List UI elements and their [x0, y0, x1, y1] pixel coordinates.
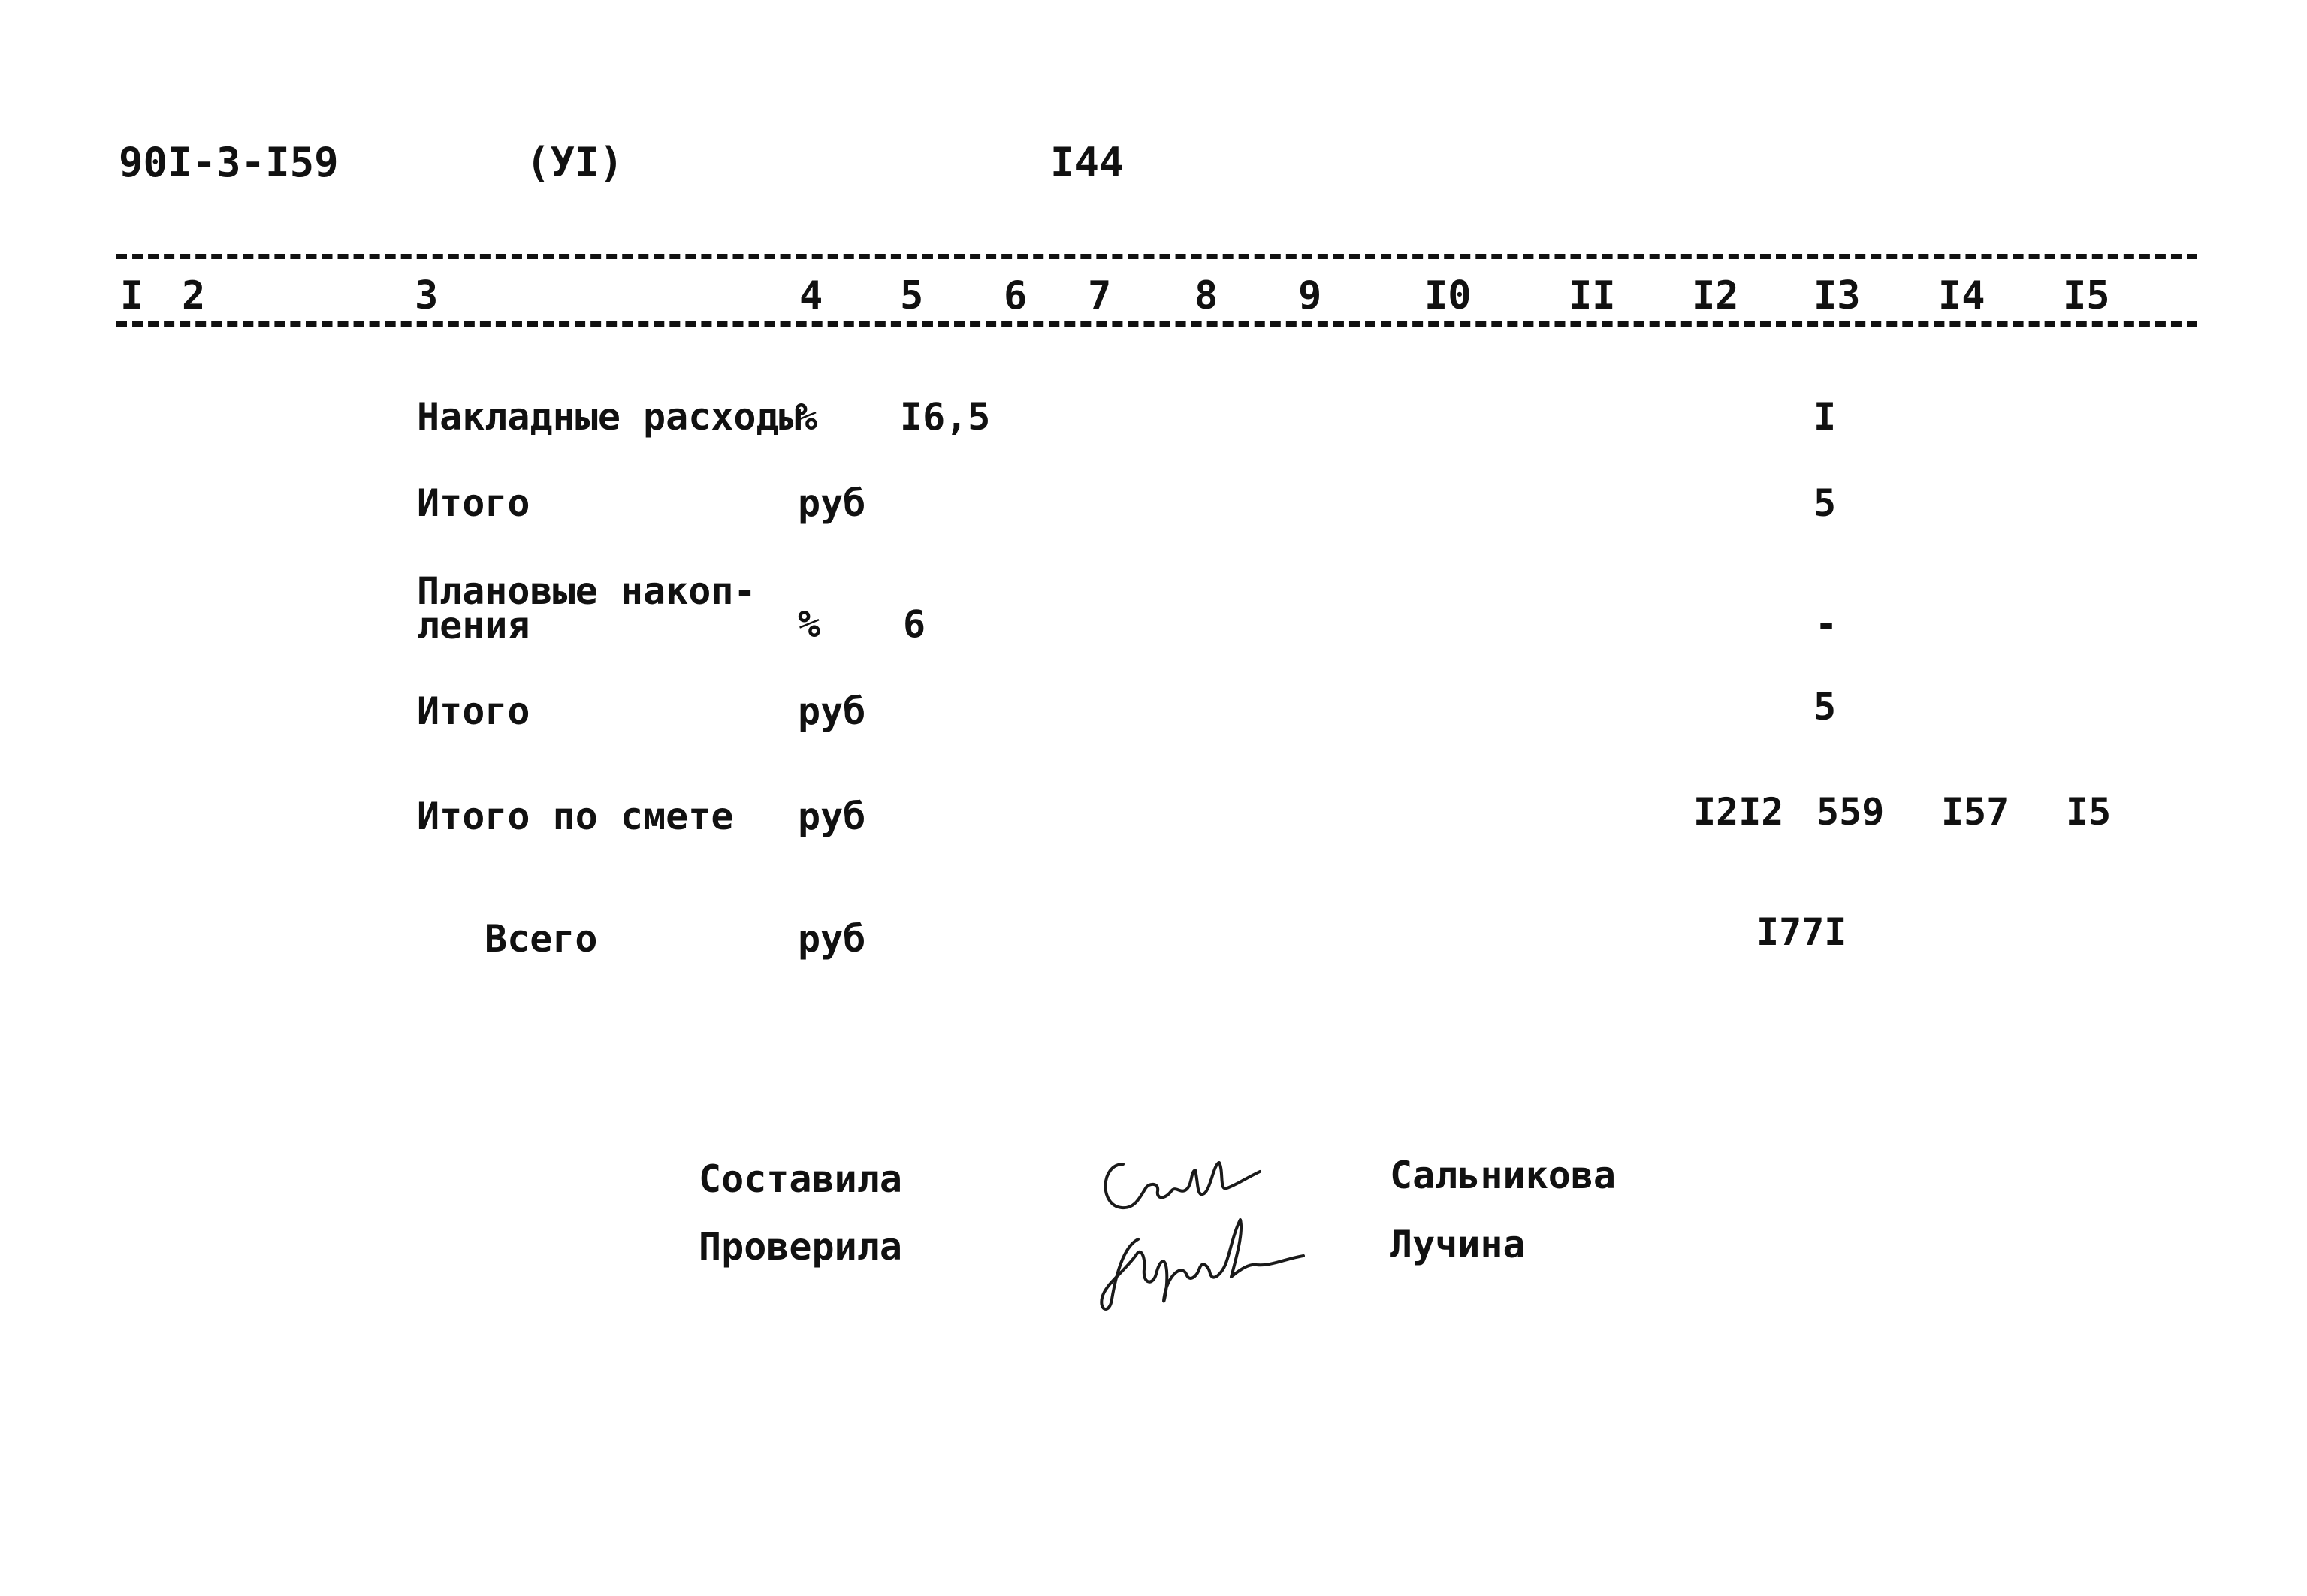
- page-number: I44: [1050, 139, 1124, 186]
- column-number-2: 2: [182, 273, 206, 318]
- column-header-top-rule: [116, 254, 2197, 259]
- row-subtotal-2-col13: 5: [1813, 685, 1837, 729]
- row-estimate-total-col15: I5: [2066, 790, 2112, 834]
- row-planned-savings-unit: %: [798, 602, 821, 646]
- row-overhead-col13: I: [1813, 395, 1837, 439]
- checked-by-name: Лучина: [1390, 1223, 1526, 1266]
- checked-by-label: Проверила: [699, 1225, 902, 1269]
- row-estimate-total-col14: I57: [1941, 790, 2010, 834]
- column-header-bottom-rule: [116, 321, 2197, 327]
- row-overhead-name: Накладные расходы: [417, 395, 802, 439]
- row-subtotal-2-unit: руб: [798, 689, 866, 733]
- column-number-14: I4: [1938, 273, 1985, 318]
- column-number-1: I: [120, 273, 144, 318]
- column-number-13: I3: [1813, 273, 1861, 318]
- row-planned-savings-col13: -: [1815, 602, 1838, 646]
- column-number-8: 8: [1194, 273, 1218, 318]
- column-number-12: I2: [1692, 273, 1739, 318]
- row-estimate-total-unit: руб: [798, 795, 866, 838]
- document-code: 90I-3-I59: [119, 139, 339, 186]
- column-number-9: 9: [1298, 273, 1322, 318]
- row-overhead-unit: %: [795, 395, 818, 439]
- row-subtotal-1-name: Итого: [417, 481, 530, 525]
- column-number-6: 6: [1004, 273, 1028, 318]
- checked-by-signature: [1093, 1202, 1341, 1322]
- column-number-11: II: [1569, 273, 1616, 318]
- column-number-15: I5: [2063, 273, 2110, 318]
- column-number-5: 5: [900, 273, 924, 318]
- column-number-4: 4: [799, 273, 823, 318]
- row-estimate-total-name: Итого по смете: [417, 795, 734, 838]
- column-number-10: I0: [1424, 273, 1472, 318]
- row-estimate-total-col13: 559: [1816, 790, 1885, 834]
- row-planned-savings-rate: 6: [903, 602, 926, 646]
- row-overhead-rate: I6,5: [900, 395, 991, 439]
- row-subtotal-1-col13: 5: [1813, 481, 1837, 525]
- row-planned-savings-name: Плановые накоп- ления: [417, 569, 756, 647]
- row-estimate-total-col12: I2I2: [1693, 790, 1784, 834]
- column-number-7: 7: [1088, 273, 1112, 318]
- grand-total-label: Всего: [485, 917, 598, 961]
- grand-total-unit: руб: [798, 917, 866, 961]
- section-code: (УI): [526, 139, 624, 186]
- row-subtotal-1-unit: руб: [798, 481, 866, 525]
- row-subtotal-2-name: Итого: [417, 689, 530, 733]
- compiled-by-label: Составила: [699, 1157, 902, 1201]
- compiled-by-name: Сальникова: [1390, 1154, 1617, 1197]
- grand-total-value: I77I: [1756, 910, 1847, 954]
- column-number-3: 3: [415, 273, 439, 318]
